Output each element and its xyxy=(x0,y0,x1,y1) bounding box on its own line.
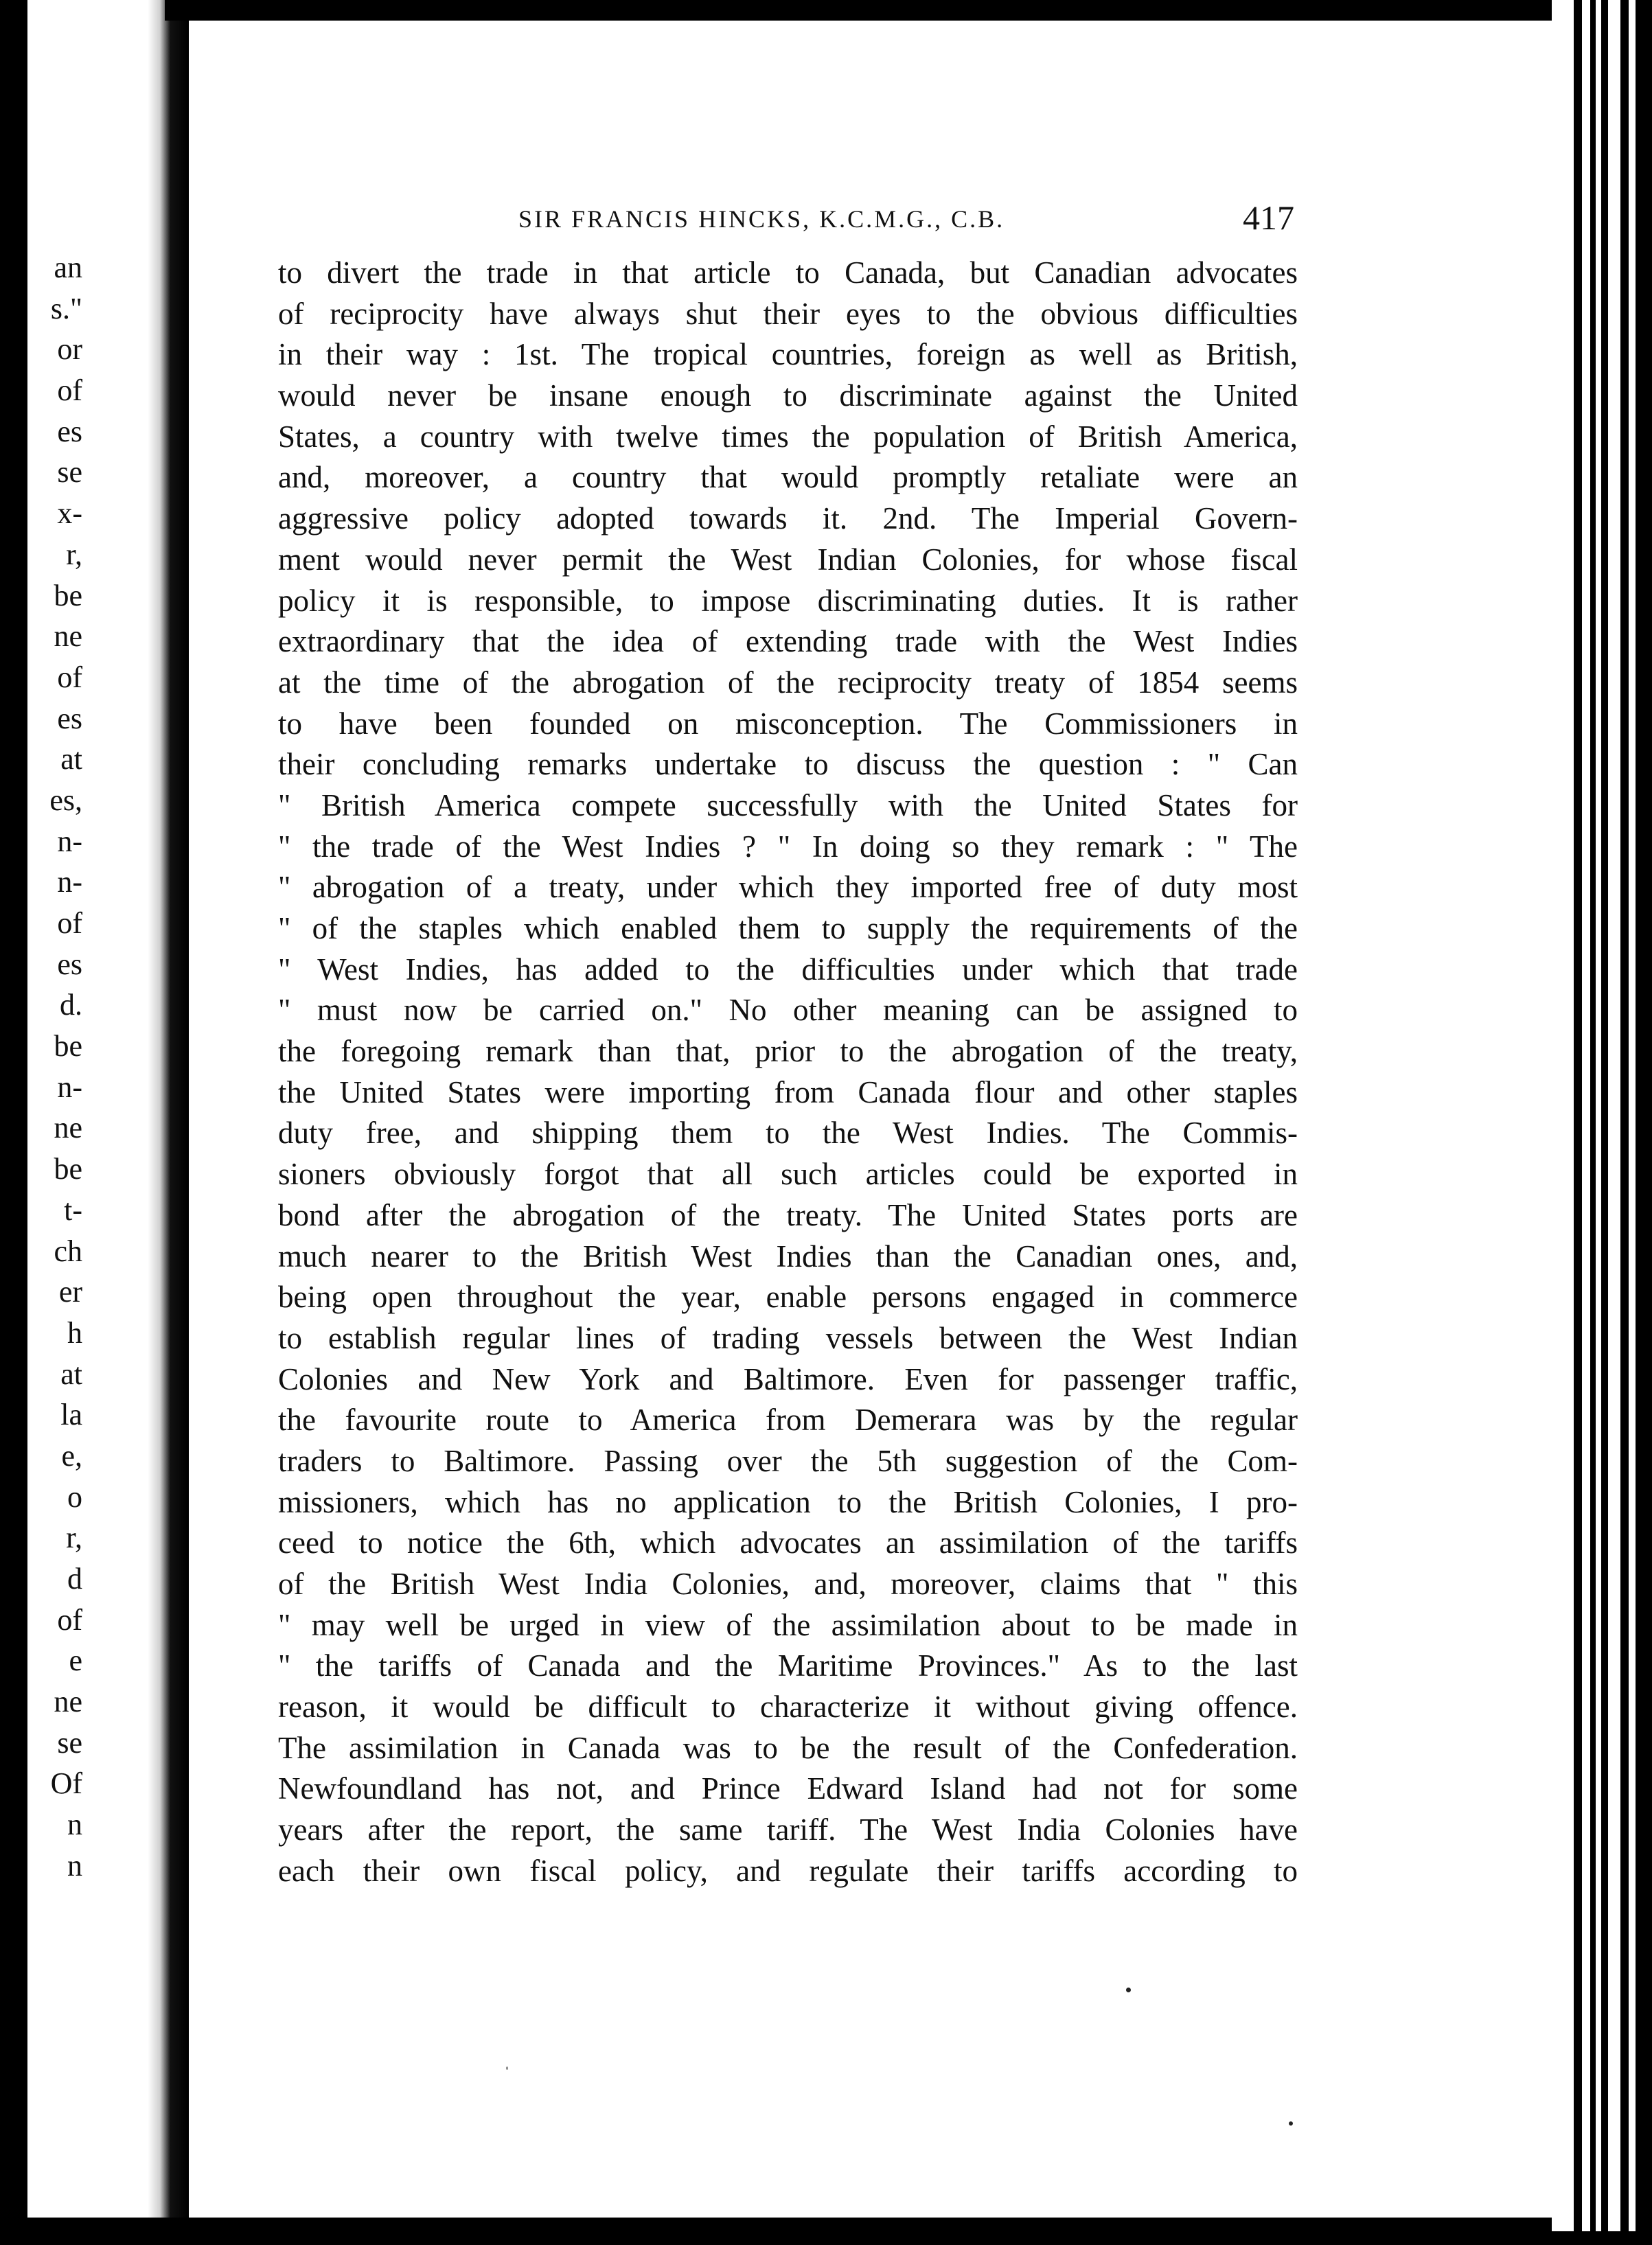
speck xyxy=(1126,1988,1131,1992)
fragment-line: es xyxy=(57,947,82,981)
page-leaf xyxy=(1608,0,1620,2231)
fragment-line: x- xyxy=(57,496,82,531)
text-line: missioners, which has no application to the British Colonies, I pro- xyxy=(278,1484,1298,1519)
speck xyxy=(506,2066,508,2070)
text-line: extraordinary that the idea of extending trade with the West Indies xyxy=(278,624,1298,659)
fragment-line: d. xyxy=(60,988,82,1022)
fragment-line: at xyxy=(60,742,82,776)
text-line: Colonies and New York and Baltimore. Even for passenger traffic, xyxy=(278,1361,1298,1396)
text-line: traders to Baltimore. Passing over the 5th suggestion of the Com- xyxy=(278,1443,1298,1478)
text-line: " the trade of the West Indies ? " In doing so they remark : " The xyxy=(278,829,1298,864)
text-line: " may well be urged in view of the assimilation about to be made in xyxy=(278,1607,1298,1642)
text-line: bond after the abrogation of the treaty. The United States ports are xyxy=(278,1197,1298,1232)
fragment-line: se xyxy=(57,455,82,490)
fragment-line: of xyxy=(57,906,82,940)
text-line: " the tariffs of Canada and the Maritime Provinces." As to the last xyxy=(278,1648,1298,1683)
text-line: duty free, and shipping them to the West Indies. The Commis- xyxy=(278,1116,1298,1151)
text-line: The assimilation in Canada was to be the result of the Confederation. xyxy=(278,1730,1298,1765)
page-header xyxy=(518,198,1294,239)
text-line: at the time of the abrogation of the reciprocity treaty of 1854 seems xyxy=(278,665,1298,700)
text-line: " must now be carried on." No other meaning can be assigned to xyxy=(278,993,1298,1028)
text-line: States, a country with twelve times the population of British America, xyxy=(278,419,1298,454)
fragment-line: r, xyxy=(66,1521,82,1555)
fragment-line: se xyxy=(57,1725,82,1760)
text-line: policy it is responsible, to impose discriminating duties. It is rather xyxy=(278,583,1298,618)
text-line: the foregoing remark than that, prior to the abrogation of the treaty, xyxy=(278,1034,1298,1069)
running-head: SIR FRANCIS HINCKS, K.C.M.G., C.B. xyxy=(518,205,1005,233)
page-leaf xyxy=(1596,0,1601,2231)
fragment-line: s." xyxy=(50,291,82,325)
fragment-line: e xyxy=(69,1644,82,1678)
text-line: to divert the trade in that article to Canada, but Canadian advocates xyxy=(278,255,1298,290)
page-stack-edge xyxy=(1552,0,1652,2245)
fragment-line: la xyxy=(60,1398,82,1432)
fragment-line: es xyxy=(57,701,82,735)
text-line: ment would never permit the West Indian Colonies, for whose fiscal xyxy=(278,542,1298,577)
fragment-line: n xyxy=(67,1848,82,1883)
fragment-line: Of xyxy=(50,1766,82,1801)
fragment-line: of xyxy=(57,660,82,694)
fragment-line: ne xyxy=(54,619,82,654)
text-line: sioners obviously forgot that all such articles could be exported in xyxy=(278,1157,1298,1192)
text-line: the favourite route to America from Demerara was by the regular xyxy=(278,1403,1298,1438)
scan-border-top xyxy=(165,0,1572,21)
text-line: " of the staples which enabled them to supply the requirements of the xyxy=(278,911,1298,945)
fragment-line: d xyxy=(67,1562,82,1596)
fragment-line: e, xyxy=(61,1438,82,1473)
fragment-line: at xyxy=(60,1357,82,1391)
text-line: of reciprocity have always shut their eyes to the obvious difficulties xyxy=(278,296,1298,331)
fragment-line: n- xyxy=(57,865,82,899)
text-line: would never be insane enough to discriminate against the United xyxy=(278,378,1298,413)
fragment-line: ch xyxy=(54,1234,82,1268)
text-line: being open throughout the year, enable persons engaged in commerce xyxy=(278,1280,1298,1315)
fragment-line: o xyxy=(67,1480,82,1514)
text-line: much nearer to the British West Indies than the Canadian ones, and, xyxy=(278,1239,1298,1274)
page-number: 417 xyxy=(1243,198,1294,237)
page-leaf xyxy=(1552,0,1574,2231)
text-line: each their own fiscal policy, and regulate their tariffs according to xyxy=(278,1853,1298,1888)
text-line: aggressive policy adopted towards it. 2nd. The Imperial Govern- xyxy=(278,501,1298,536)
fragment-line: es xyxy=(57,414,82,448)
text-line: of the British West India Colonies, and, moreover, claims that " this xyxy=(278,1567,1298,1601)
text-line: ceed to notice the 6th, which advocates an assimilation of the tariffs xyxy=(278,1526,1298,1561)
fragment-line: be xyxy=(54,1029,82,1063)
fragment-line: or xyxy=(57,332,82,367)
scan-border-bottom xyxy=(0,2218,1652,2245)
text-line: in their way : 1st. The tropical countries, foreign as well as British, xyxy=(278,337,1298,372)
fragment-line: an xyxy=(54,251,82,284)
text-line: " abrogation of a treaty, under which they imported free of duty most xyxy=(278,870,1298,905)
fragment-line: be xyxy=(54,578,82,612)
text-line: to have been founded on misconception. The Commissioners in xyxy=(278,706,1298,741)
book-gutter xyxy=(148,0,189,2245)
fragment-line: ne xyxy=(54,1111,82,1145)
page-leaf xyxy=(1582,0,1590,2231)
fragment-line: h xyxy=(67,1315,82,1350)
fragment-line: t- xyxy=(64,1193,82,1227)
fragment-line: of xyxy=(57,373,82,408)
fragment-line: n- xyxy=(57,824,82,858)
fragment-line: er xyxy=(58,1275,82,1309)
text-line: their concluding remarks undertake to discuss the question : " Can xyxy=(278,747,1298,782)
text-line: reason, it would be difficult to characterize it without giving offence. xyxy=(278,1690,1298,1725)
fragment-line: n- xyxy=(57,1070,82,1104)
text-line: Newfoundland has not, and Prince Edward Island had not for some xyxy=(278,1771,1298,1806)
fragment-line: be xyxy=(54,1152,82,1186)
text-line: " West Indies, has added to the difficulties under which that trade xyxy=(278,952,1298,987)
text-line: years after the report, the same tariff. The West India Colonies have xyxy=(278,1812,1298,1847)
body-text xyxy=(278,253,1298,1892)
fragment-line: es, xyxy=(49,783,82,817)
page-leaf xyxy=(1629,0,1636,2231)
text-line: " British America compete successfully with the United States for xyxy=(278,787,1298,822)
fragment-line: of xyxy=(57,1602,82,1637)
facing-page-fragments xyxy=(0,247,82,1887)
text-line: to establish regular lines of trading vessels between the West Indian xyxy=(278,1320,1298,1355)
text-line: and, moreover, a country that would promptly retaliate were an xyxy=(278,460,1298,495)
fragment-line: r, xyxy=(66,537,82,571)
text-line: the United States were importing from Canada flour and other staples xyxy=(278,1074,1298,1109)
speck xyxy=(1289,2121,1293,2126)
fragment-line: ne xyxy=(54,1685,82,1719)
fragment-line: n xyxy=(67,1808,82,1842)
